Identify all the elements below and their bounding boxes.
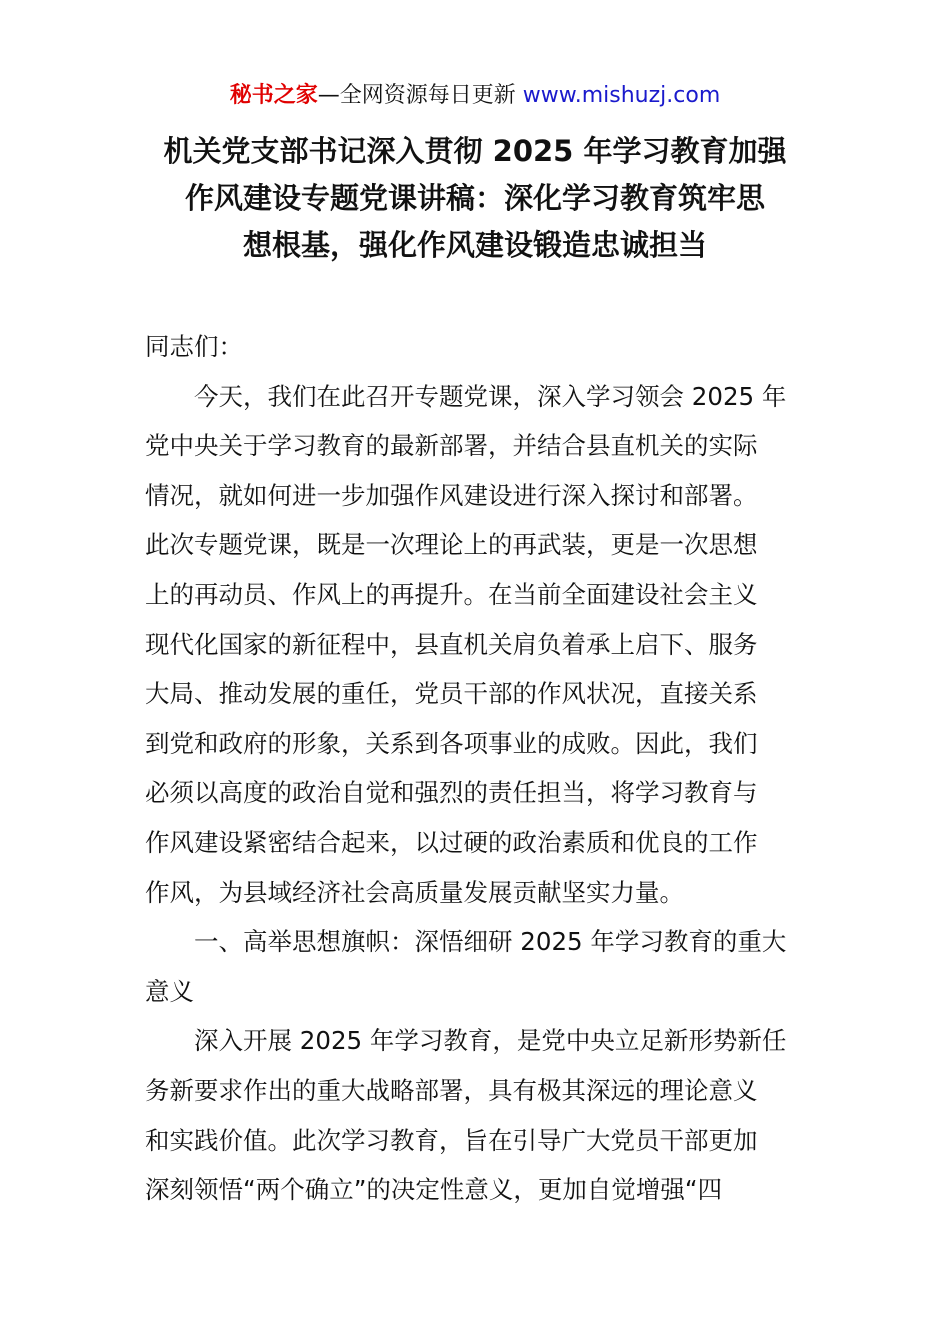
paragraph-line: 上的再动员、作风上的再提升。在当前全面建设社会主义 (145, 579, 758, 609)
section-heading-line: 一、高举思想旗帜：深悟细研 2025 年学习教育的重大 (194, 927, 787, 957)
title-line: 想根基，强化作风建设锻造忠诚担当 (242, 228, 707, 262)
paragraph-line: 和实践价值。此次学习教育，旨在引导广大党员干部更加 (145, 1125, 758, 1155)
paragraph-line: 务新要求作出的重大战略部署，具有极其深远的理论意义 (145, 1075, 758, 1105)
paragraph-line: 现代化国家的新征程中，县直机关肩负着承上启下、服务 (145, 629, 758, 659)
site-tagline: —全网资源每日更新 (317, 83, 523, 108)
paragraph-line: 大局、推动发展的重任，党员干部的作风状况，直接关系 (145, 679, 758, 709)
salutation: 同志们： (145, 332, 243, 361)
site-brand: 秘书之家 (229, 83, 318, 108)
section-heading-line: 意义 (145, 976, 194, 1006)
paragraph-line: 作风，为县域经济社会高质量发展贡献坚实力量。 (145, 877, 684, 907)
site-url-link[interactable]: www.mishuzj.com (522, 83, 721, 108)
title-line: 机关党支部书记深入贯彻 2025 年学习教育加强 (163, 134, 787, 168)
paragraph-line: 情况，就如何进一步加强作风建设进行深入探讨和部署。 (145, 480, 758, 510)
site-header (0, 80, 950, 112)
document-title (130, 128, 820, 269)
paragraph-line: 党中央关于学习教育的最新部署，并结合县直机关的实际 (145, 431, 758, 461)
title-line: 作风建设专题党课讲稿：深化学习教育筑牢思 (184, 181, 765, 215)
paragraph-line: 今天，我们在此召开专题党课，深入学习领会 2025 年 (194, 381, 787, 411)
document-body (145, 322, 810, 1215)
paragraph-line: 深入开展 2025 年学习教育，是党中央立足新形势新任 (194, 1026, 787, 1056)
paragraph-line: 此次专题党课，既是一次理论上的再武装，更是一次思想 (145, 530, 758, 560)
paragraph-line: 深刻领悟“两个确立”的决定性意义，更加自觉增强“四 (145, 1175, 723, 1205)
paragraph-line: 作风建设紧密结合起来，以过硬的政治素质和优良的工作 (145, 827, 758, 857)
paragraph-line: 必须以高度的政治自觉和强烈的责任担当，将学习教育与 (145, 778, 758, 808)
paragraph-line: 到党和政府的形象，关系到各项事业的成败。因此，我们 (145, 728, 758, 758)
